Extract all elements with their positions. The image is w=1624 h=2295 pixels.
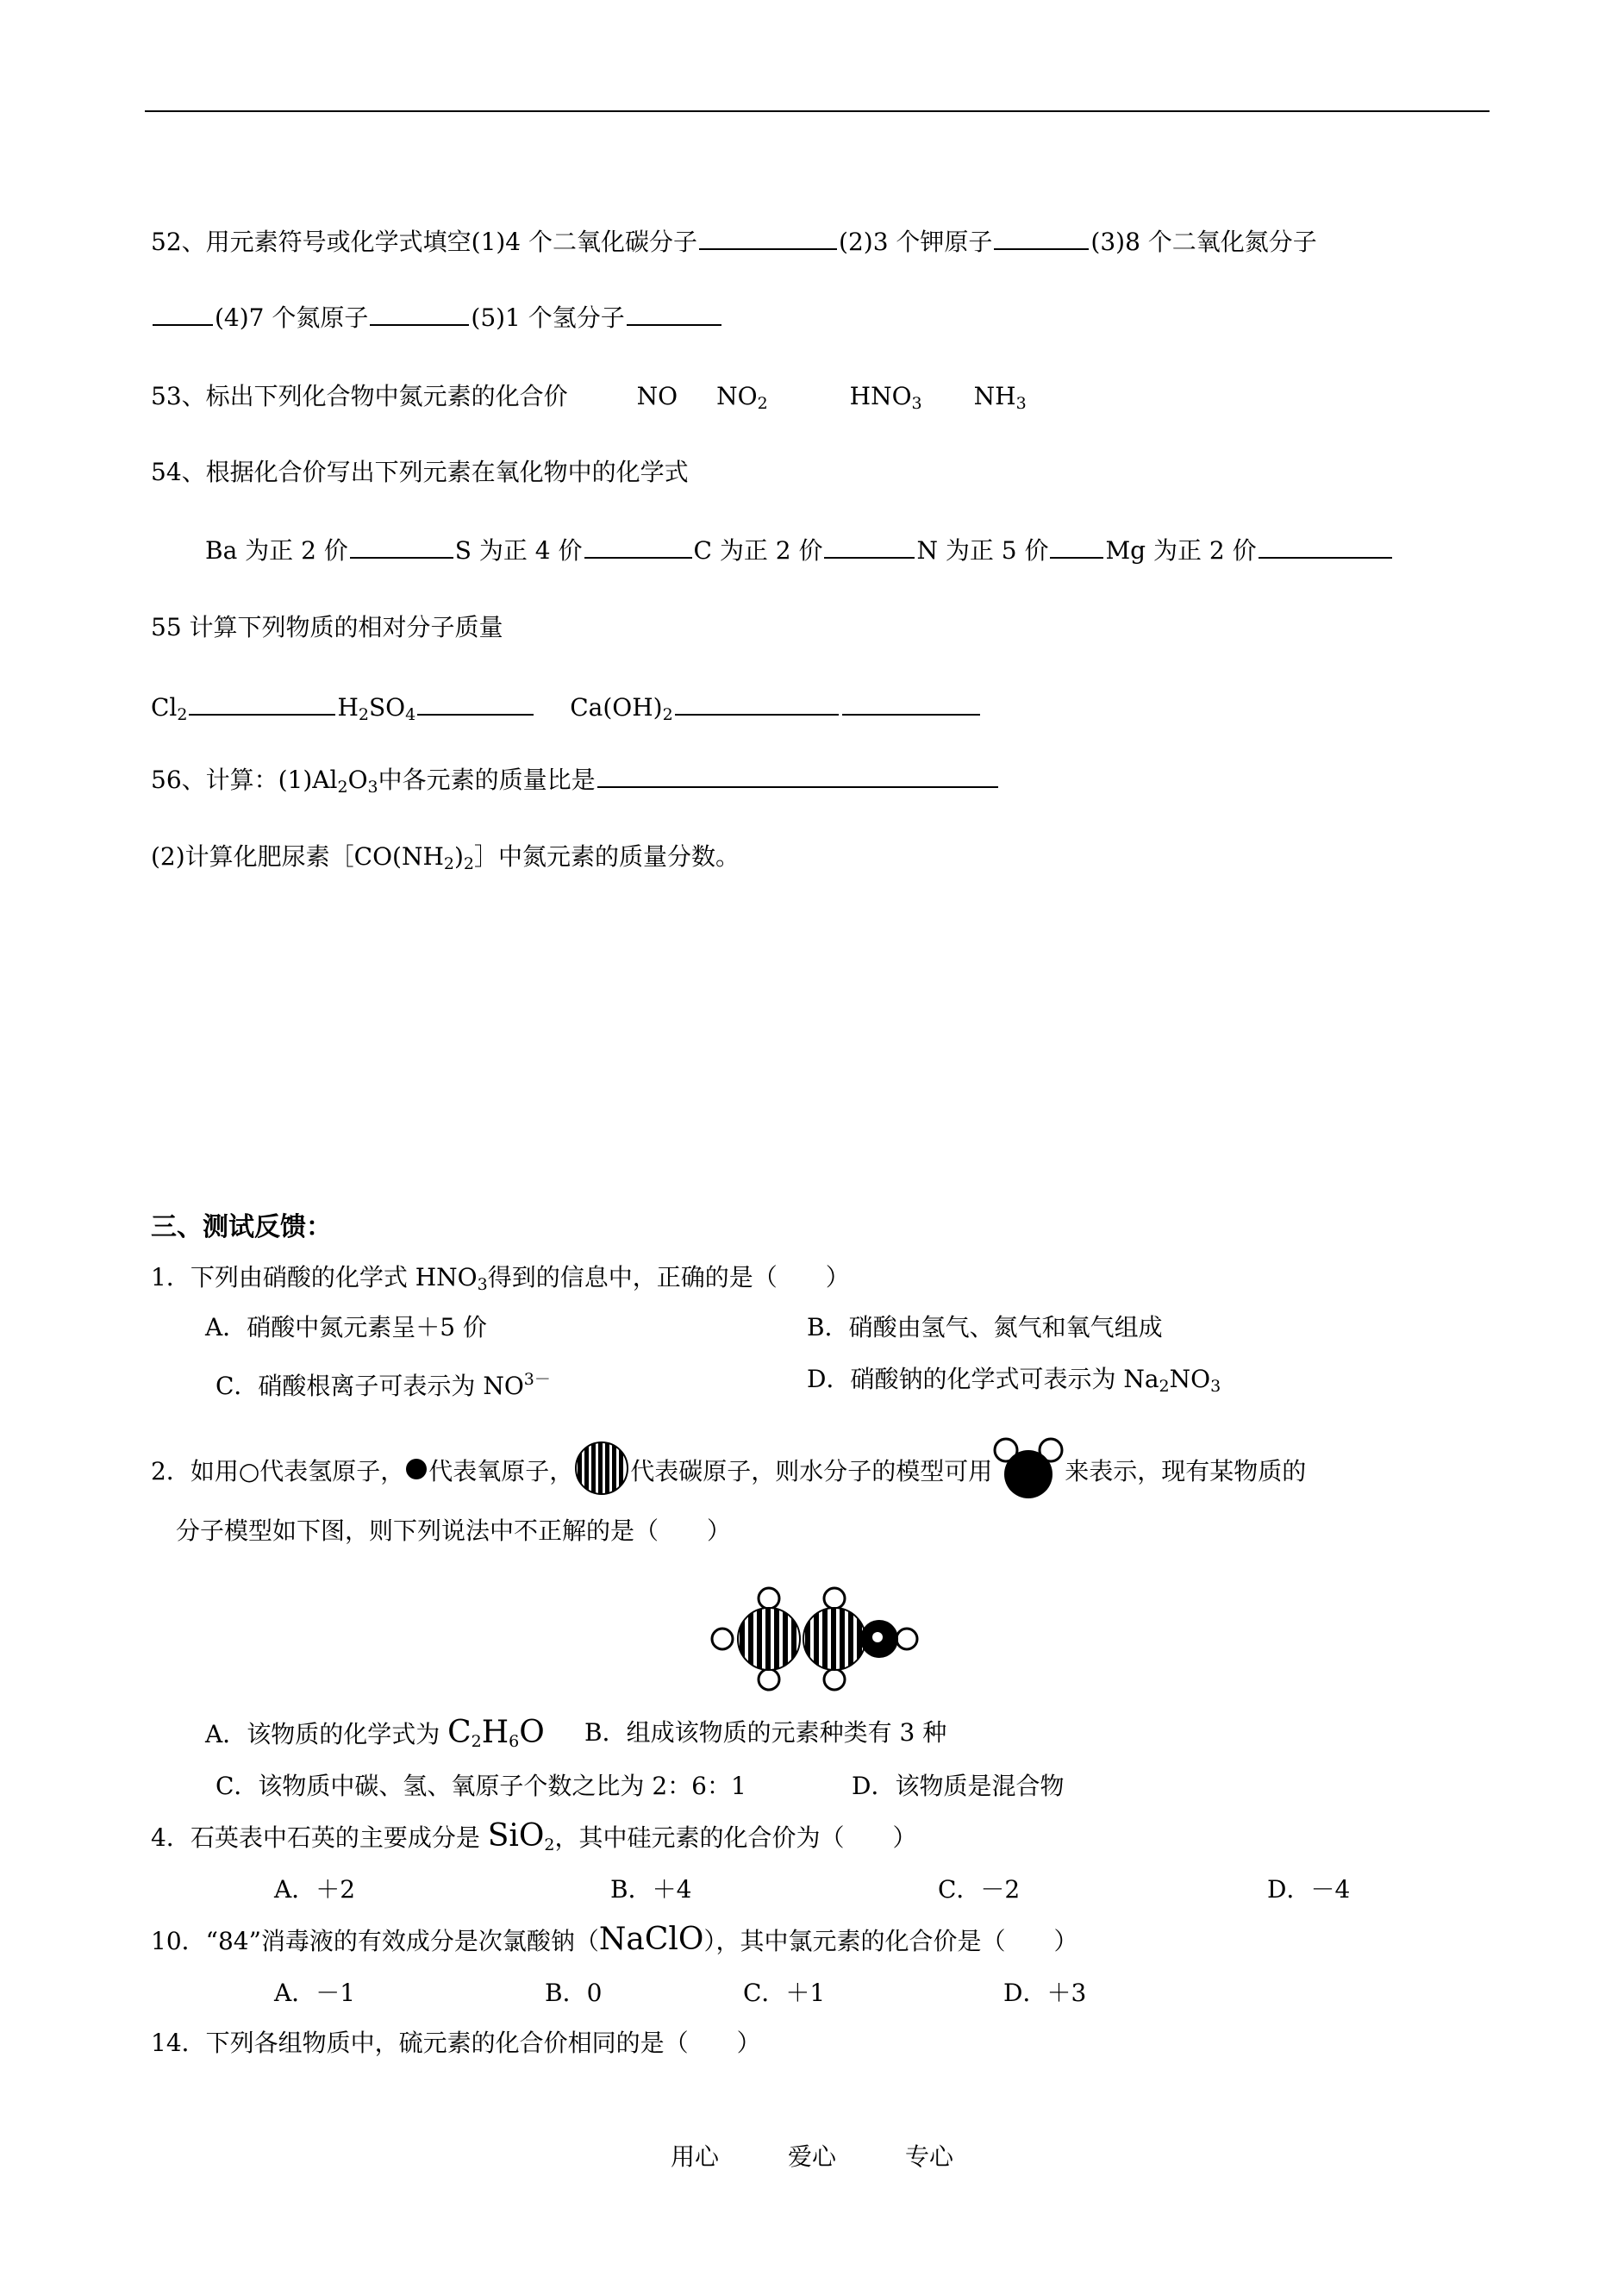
t10-option-b[interactable]: B．0: [545, 1979, 603, 2007]
answer-blank[interactable]: [1259, 533, 1392, 559]
q52-line1: [151, 224, 1317, 260]
carbon-atom-icon: [573, 1440, 630, 1506]
t14-stem: 14．下列各组物质中，硫元素的化合价相同的是（ ）: [151, 2029, 761, 2057]
t2-option-c[interactable]: C．该物质中碳、氢、氧原子个数之比为 2：6：1: [215, 1772, 746, 1800]
t4-option-d[interactable]: D．－4: [1267, 1875, 1351, 1904]
t4-option-c[interactable]: C．－2: [938, 1875, 1021, 1904]
t4-option-a[interactable]: A．＋2: [274, 1875, 356, 1904]
q53-text: 53、标出下列化合物中氮元素的化合价: [151, 382, 568, 410]
q53-formula-hno3: HNO: [849, 382, 912, 410]
answer-blank[interactable]: [699, 224, 837, 250]
t2-stem-line1: 2．如用○代表氢原子， 代表氧原子， 代表碳原子，则水分子的模型可用 来表示，现有某物质的: [151, 1436, 1306, 1510]
page-footer: 用心 爱心 专心: [670, 2142, 954, 2171]
t10-stem: 10．“84”消毒液的有效成分是次氯酸钠（NaClO），其中氯元素的化合价是（ ）: [151, 1922, 1078, 1957]
q53-formula-nh3: NH: [973, 382, 1016, 410]
t10-option-a[interactable]: A．－1: [274, 1979, 356, 2007]
q54-stem: 54、根据化合价写出下列元素在氧化物中的化学式: [151, 458, 689, 486]
t2-option-b[interactable]: B．组成该物质的元素种类有 3 种: [584, 1718, 947, 1747]
q56-line1: 56、计算：$(1)Al_2O_3$中各元素的质量比是: [151, 762, 1000, 804]
t10-option-c[interactable]: C．＋1: [743, 1979, 826, 2007]
answer-blank[interactable]: [584, 533, 692, 559]
q52-part5: (5)1 个氢分子: [471, 303, 625, 332]
oxygen-atom-icon: [404, 1456, 428, 1491]
t4-stem: 4．石英表中石英的主要成分是 SiO$_2$，其中硅元素的化合价为（ ）: [151, 1818, 917, 1854]
header-rule: [145, 110, 1490, 112]
section-title: 三、测试反馈：: [151, 1212, 332, 1242]
q53-formula-no2: NO: [716, 382, 758, 410]
q53-formula-no: NO: [636, 382, 678, 410]
q52-part4: (4)7 个氮原子: [215, 303, 369, 332]
t2-option-a[interactable]: A．该物质的化学式为 $C_2H_6O$: [205, 1715, 545, 1751]
t1-stem: 1．下列由硝酸的化学式 $HNO_3$得到的信息中，正确的是（ ）: [151, 1263, 850, 1294]
q53-line: 53、标出下列化合物中氮元素的化合价 NO $NO_2$ $HNO_3$ $NH_3$: [151, 382, 1027, 413]
t1-option-b[interactable]: B．硝酸由氢气、氮气和氧气组成: [807, 1313, 1163, 1341]
t1-option-d[interactable]: D．硝酸钠的化学式可表示为 $Na_2NO_3$: [807, 1365, 1221, 1396]
answer-blank[interactable]: [417, 690, 534, 716]
answer-blank[interactable]: [153, 300, 213, 326]
answer-blank[interactable]: [1050, 533, 1103, 559]
answer-blank[interactable]: [350, 533, 453, 559]
t1-option-c[interactable]: C．硝酸根离子可表示为 $NO^{3-}$: [215, 1370, 551, 1400]
q55-stem: 55 计算下列物质的相对分子质量: [151, 613, 503, 641]
answer-blank[interactable]: [189, 690, 335, 716]
answer-blank[interactable]: [370, 300, 469, 326]
t2-stem-line2: 分子模型如下图，则下列说法中不正解的是（ ）: [176, 1516, 732, 1545]
answer-blank[interactable]: [842, 690, 980, 716]
q52-prefix: 52、用元素符号或化学式填空: [151, 228, 472, 256]
q52-part3: (3)8 个二氧化氮分子: [1090, 228, 1317, 256]
t2-option-d[interactable]: D．该物质是混合物: [852, 1772, 1065, 1800]
q55-items: $Cl_2$ $H_2SO_4$ $Ca(OH)_2$: [151, 690, 982, 732]
t4-option-b[interactable]: B．＋4: [610, 1875, 692, 1904]
answer-blank[interactable]: [597, 762, 998, 788]
ethanol-molecule-model: [707, 1583, 922, 1698]
answer-blank[interactable]: [675, 690, 839, 716]
q56-line2: (2)计算化肥尿素$[CO(NH_2)_2]$中氮元素的质量分数。: [151, 842, 740, 873]
q52-part1: (1)4 个二氧化碳分子: [471, 228, 698, 256]
q52-part2: (2)3 个钾原子: [839, 228, 993, 256]
t1-option-a[interactable]: A．硝酸中氮元素呈＋5 价: [205, 1313, 487, 1341]
t10-option-d[interactable]: D．＋3: [1003, 1979, 1087, 2007]
q54-items: Ba 为正 2 价 S 为正 4 价 C 为正 2 价 N 为正 5 价 Mg 为正 2 价: [205, 533, 1394, 568]
water-molecule-icon: [992, 1436, 1065, 1510]
answer-blank[interactable]: [627, 300, 721, 326]
answer-blank[interactable]: [994, 224, 1089, 250]
answer-blank[interactable]: [824, 533, 915, 559]
q52-line2: [151, 300, 723, 335]
